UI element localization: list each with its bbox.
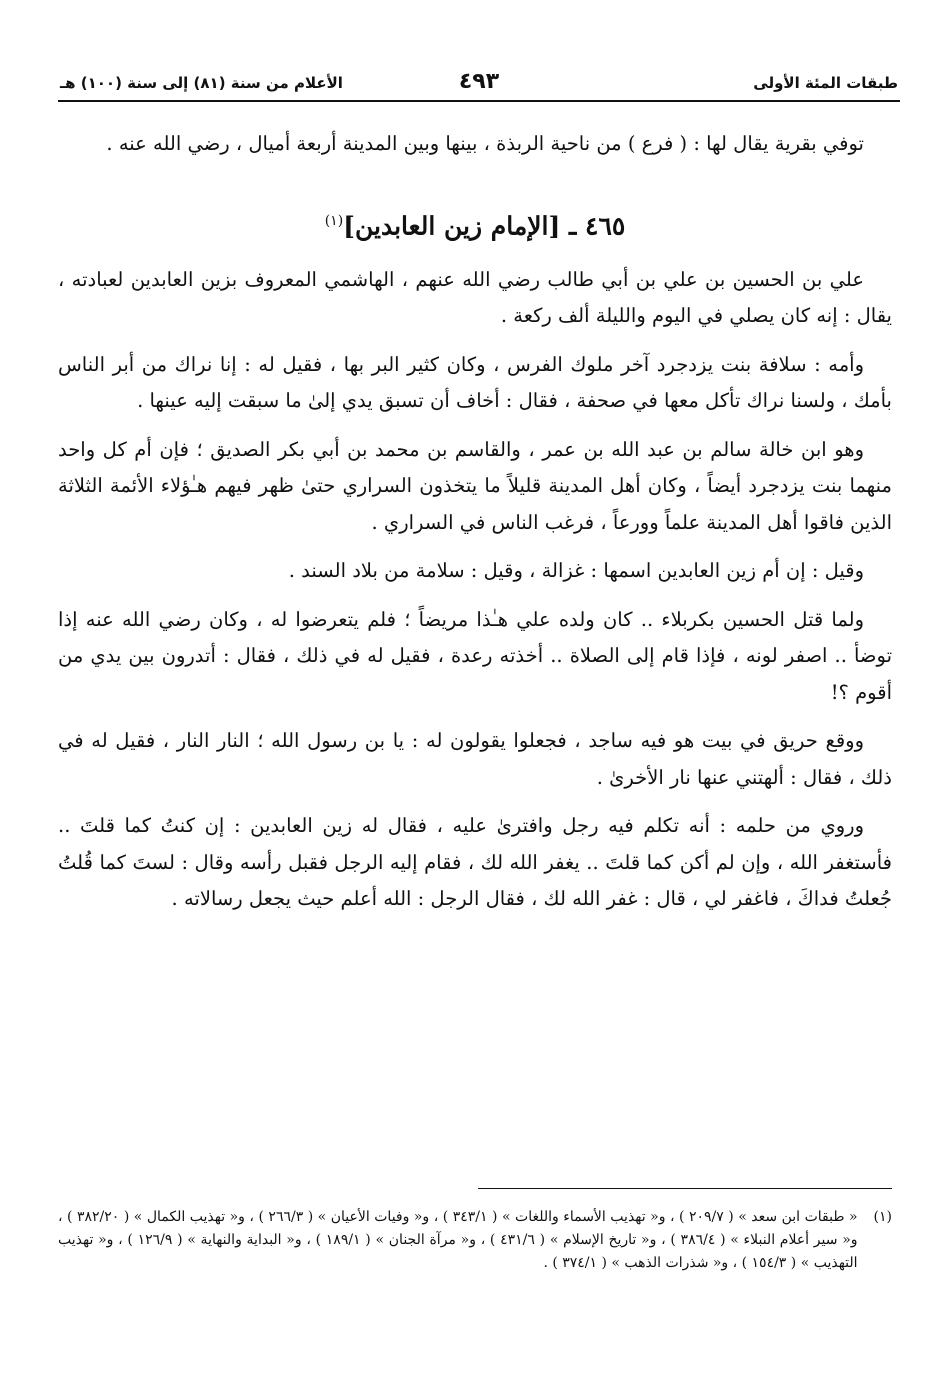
- entry-paragraph: ولما قتل الحسين بكربلاء .. كان ولده علي هـٰذا مريضاً ؛ فلم يتعرضوا له ، وكان رضي الله عنه إذا توضأ .. اصفر لونه ، فإذا قام إلى الصلاة .. أخذته رعدة ، فقيل له في ذلك ، فقال : أتدرون بين يدي من أقوم ؟!: [58, 607, 892, 704]
- entry-title: ٤٦٥ ـ [الإمام زين العابدين]: [343, 210, 626, 240]
- header-book-title: طبقات المئة الأولى: [753, 74, 898, 92]
- footnote: [58, 1206, 892, 1275]
- page-number: ٤٩٣: [458, 69, 500, 94]
- entry-paragraph: ووقع حريق في بيت هو فيه ساجد ، فجعلوا يقولون له : يا بن رسول الله ؛ النار النار ، فقيل له في ذلك ، فقال : ألهتني عنها نار الأخرىٰ .: [58, 729, 892, 789]
- footnote-reference: (١): [324, 212, 344, 229]
- footnotes: [58, 1206, 892, 1275]
- footnote-divider: [478, 1188, 892, 1189]
- footnote-marker: (١): [873, 1209, 892, 1225]
- header-divider: [58, 100, 900, 102]
- running-header: [60, 69, 898, 100]
- entry-heading: [58, 201, 892, 246]
- entry-paragraph: وقيل : إن أم زين العابدين اسمها : غزالة ، وقيل : سلامة من بلاد السند .: [288, 559, 864, 583]
- intro-paragraph: توفي بقرية يقال لها : ( فرع ) من ناحية الربذة ، بينها وبين المدينة أربعة أميال ، رضي الله عنه .: [106, 132, 864, 155]
- entry-paragraph: وأمه : سلافة بنت يزدجرد آخر ملوك الفرس ، وكان كثير البر بها ، فقيل له : إنا نراك من أبر الناس بأمك ، ولسنا نراك تأكل معها في صحفة ، فقال : أخاف أن تسبق يدي إلىٰ ما سبقت إليه عينها .: [58, 352, 892, 413]
- header-year-range: الأعلام من سنة (٨١) إلى سنة (١٠٠) هـ: [60, 74, 343, 92]
- entry-paragraph: علي بن الحسين بن علي بن أبي طالب رضي الله عنهم ، الهاشمي المعروف بزين العابدين لعبادته ، يقال : إنه كان يصلي في اليوم والليلة ألف ركعة .: [58, 267, 892, 328]
- entry-paragraph: وهو ابن خالة سالم بن عبد الله بن عمر ، والقاسم بن محمد بن أبي بكر الصديق ؛ فإن أم كل واحد منهما بنت يزدجرد أيضاً ، وكان أهل المدينة قليلاً ما يتخذون السراري حتىٰ ظهر فيهم هـٰؤلاء الأئمة الثلاثة الذين فاقوا أهل المدينة علماً وورعاً ، فرغب الناس في السراري .: [58, 437, 892, 534]
- main-text: [58, 126, 892, 930]
- footnote-text: « طبقات ابن سعد » ( ٢٠٩/٧ ) ، و« تهذيب الأسماء واللغات » ( ٣٤٣/١ ) ، و« وفيات الأعيان » ( ٢٦٦/٣ ) ، و« تهذيب الكمال » ( ٣٨٢/٢٠ ) ، و« سير أعلام النبلاء » ( ٣٨٦/٤ ) ، و« تاريخ الإسلام » ( ٤٣١/٦ ) ، و« مرآة الجنان » ( ١٨٩/١ ) ، و« البداية والنهاية » ( ١٢٦/٩ ) ، و« تهذيب التهذيب » ( ١٥٤/٣ ) ، و« شذرات الذهب » ( ٣٧٤/١ ) .: [58, 1209, 858, 1271]
- entry-paragraph: وروي من حلمه : أنه تكلم فيه رجل وافترىٰ عليه ، فقال له زين العابدين : إن كنتُ كما قلتَ .. فأستغفر الله ، وإن لم أكن كما قلتَ .. يغفر الله لك ، فقام إليه الرجل فقبل رأسه وقال : لستَ كما قُلتُ جُعلتُ فداكَ ، فاغفر لي ، قال : غفر الله لك ، فقال الرجل : الله أعلم حيث يجعل رسالاته .: [58, 814, 892, 911]
